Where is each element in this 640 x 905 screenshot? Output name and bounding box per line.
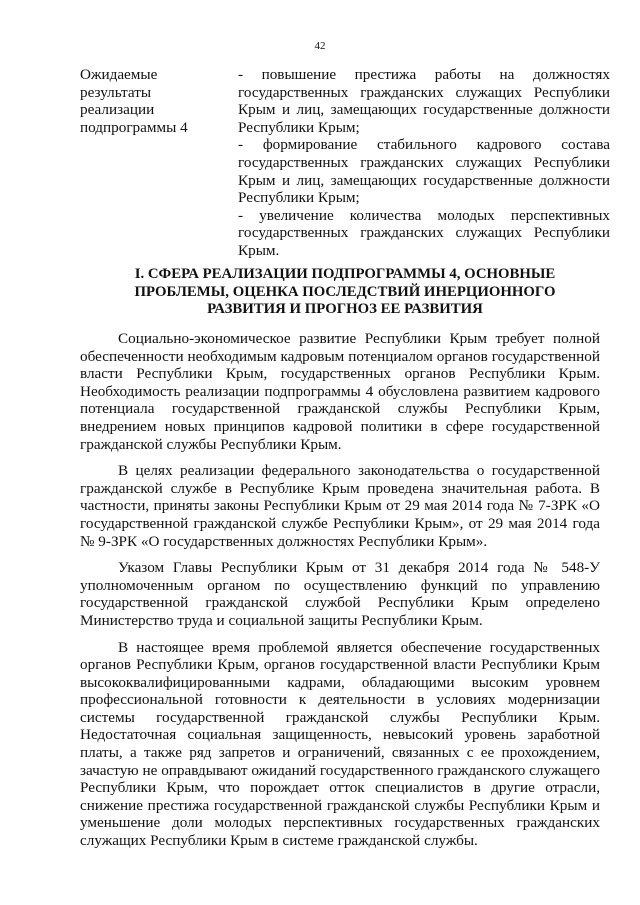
section-body [80,330,600,859]
body-paragraph: В целях реализации федерального законодательства о государственной гражданской службе в Республике Крым проведена значительная работа. В частности, приняты законы Республики Крым от 29 мая 2014 года № 7-ЗРК «О государственной гражданской службе Республики Крым», от 29 мая 2014 года № 9-ЗРК «О государственных должностях Республики Крым». [80,462,600,550]
body-paragraph: В настоящее время проблемой является обеспечение государственных органов Республики Крым, органов государственной власти Республики Крым высококвалифицированными кадрами, обладающими высоким уровнем профессиональной готовности к деятельности в условиях модернизации системы государственной гражданской службы Республики Крым. Недостаточная социальная защищенность, невысокий уровень заработной платы, а также ряд запретов и ограничений, связанных с ее прохождением, зачастую не оправдывают ожиданий государственного гражданского служащего Республики Крым, что порождает отток специалистов в другие отрасли, снижение престижа государственной гражданской службы Республики Крым и уменьшение доли молодых перспективных государственных гражданских служащих Республики Крым в системе гражданской службы. [80,638,600,850]
result-item: - формирование стабильного кадрового состава государственных гражданских служащих Республики Крым и лиц, замещающих государственные должности Республики Крым; [238,136,610,207]
label-line: Ожидаемые [80,66,158,83]
body-paragraph: Социально-экономическое развитие Республики Крым требует полной обеспеченности необходимым кадровым потенциалом органов государственной власти Республики Крым, государственных органов Республики Крым. Необходимость реализации подпрограммы 4 обусловлена развитием кадрового потенциала государственной гражданской службы Республики Крым, внедрением новых принципов кадровой политики в сфере государственной гражданской службы Республики Крым. [80,330,600,453]
expected-results-label [80,66,238,260]
result-item: - повышение престижа работы на должностях государственных гражданских служащих Республики Крым и лиц, замещающих государственные должности Республики Крым; [238,66,610,136]
expected-results-list [238,66,610,260]
expected-results-table [80,66,610,260]
page-number: 42 [314,40,326,52]
body-paragraph: Указом Главы Республики Крым от 31 декабря 2014 года № 548-У уполномоченным органом по осуществлению функций по управлению государственной гражданской службой Республики Крым определено Министерство труда и социальной защиты Республики Крым. [80,559,600,629]
label-line: результаты [80,83,152,101]
section-heading: I. СФЕРА РЕАЛИЗАЦИИ ПОДПРОГРАММЫ 4, ОСНОВНЫЕ ПРОБЛЕМЫ, ОЦЕНКА ПОСЛЕДСТВИЙ ИНЕРЦИОННОГО РАЗВИТИЯ И ПРОГНОЗ ЕЕ РАЗВИТИЯ [134,266,556,317]
result-item: - увеличение количества молодых перспективных государственных гражданских служащих Республики Крым. [238,206,610,259]
label-line: подпрограммы 4 [80,118,188,136]
label-line: реализации [80,101,155,119]
